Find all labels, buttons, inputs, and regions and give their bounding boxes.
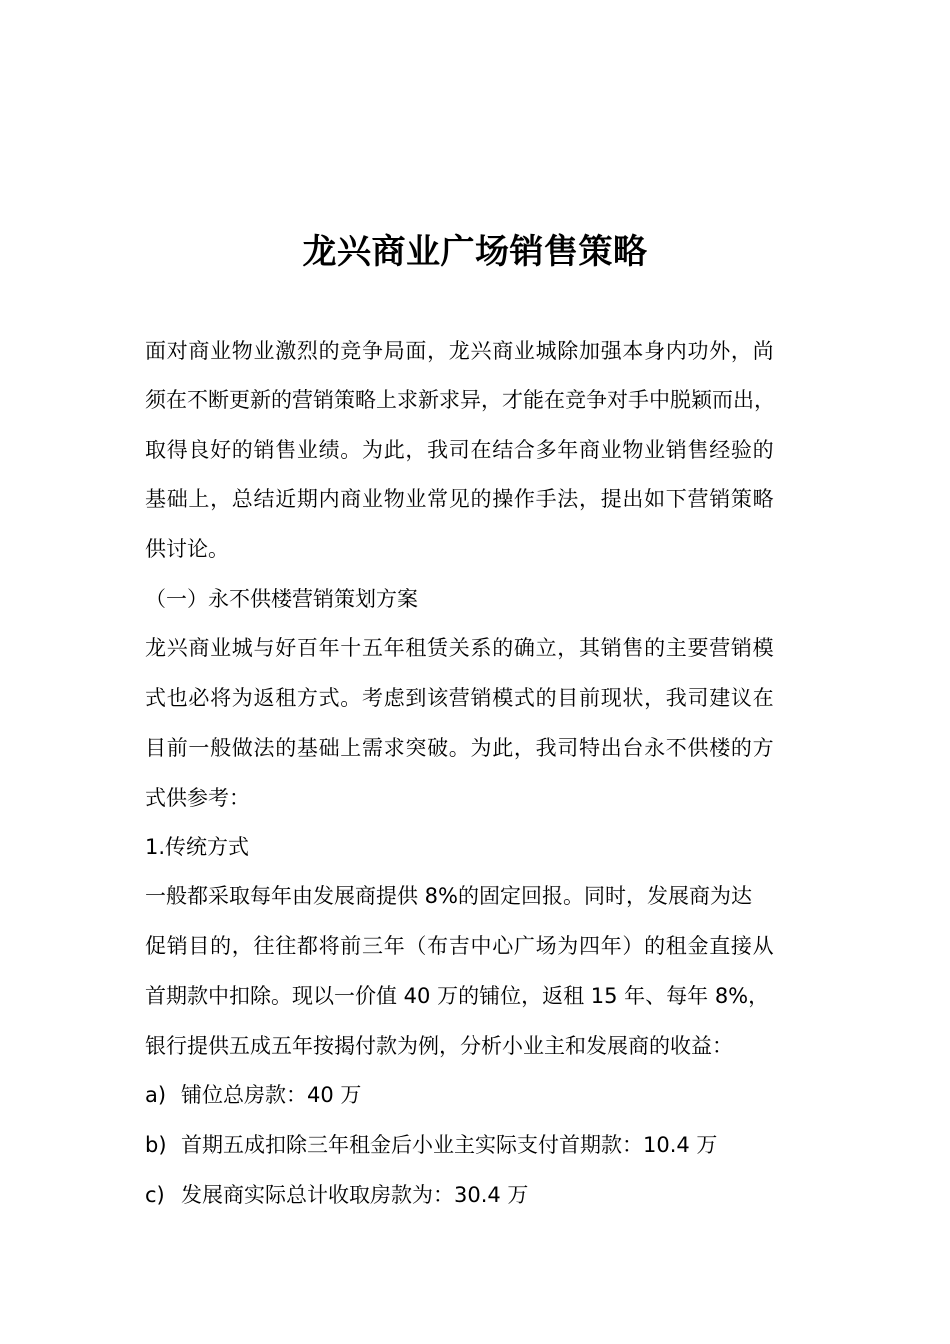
paragraph-line: 银行提供五成五年按揭付款为例，分析小业主和发展商的收益： [145,1034,733,1058]
paragraph-line: 面对商业物业激烈的竞争局面，龙兴商业城除加强本身内功外，尚 [145,339,775,363]
paragraph-line: 目前一般做法的基础上需求突破。为此，我司特出台永不供楼的方 [145,736,775,760]
document-title: 龙兴商业广场销售策略 [302,232,648,272]
section-heading: （一）永不供楼营销策划方案 [145,587,418,611]
list-marker: b) [145,1133,167,1157]
list-item [145,1130,717,1160]
paragraph-line: 式供参考： [145,786,250,810]
paragraph-line: 须在不断更新的营销策略上求新求异，才能在竞争对手中脱颖而出， [145,388,775,412]
paragraph-line: 供讨论。 [145,537,229,561]
list-item [145,1080,361,1110]
paragraph-line: 一般都采取每年由发展商提供 8%的固定回报。同时，发展商为达 [145,884,752,908]
paragraph-line: 式也必将为返租方式。考虑到该营销模式的目前现状，我司建议在 [145,686,775,710]
list-item [145,1180,528,1210]
paragraph-line: 首期款中扣除。现以一价值 40 万的铺位，返租 15 年、每年 8%， [145,984,770,1008]
paragraph-line: 取得良好的销售业绩。为此，我司在结合多年商业物业销售经验的 [145,438,775,462]
subsection-heading: 1.传统方式 [145,835,250,859]
list-text: 铺位总房款：40 万 [181,1083,362,1107]
list-text: 首期五成扣除三年租金后小业主实际支付首期款：10.4 万 [181,1133,718,1157]
paragraph-line: 基础上，总结近期内商业物业常见的操作手法，提出如下营销策略 [145,487,775,511]
paragraph-line: 龙兴商业城与好百年十五年租赁关系的确立，其销售的主要营销模 [145,636,775,660]
list-marker: a) [145,1083,167,1107]
list-marker: c) [145,1183,165,1207]
paragraph-line: 促销目的，往往都将前三年（布吉中心广场为四年）的租金直接从 [145,934,775,958]
list-text: 发展商实际总计收取房款为：30.4 万 [181,1183,529,1207]
